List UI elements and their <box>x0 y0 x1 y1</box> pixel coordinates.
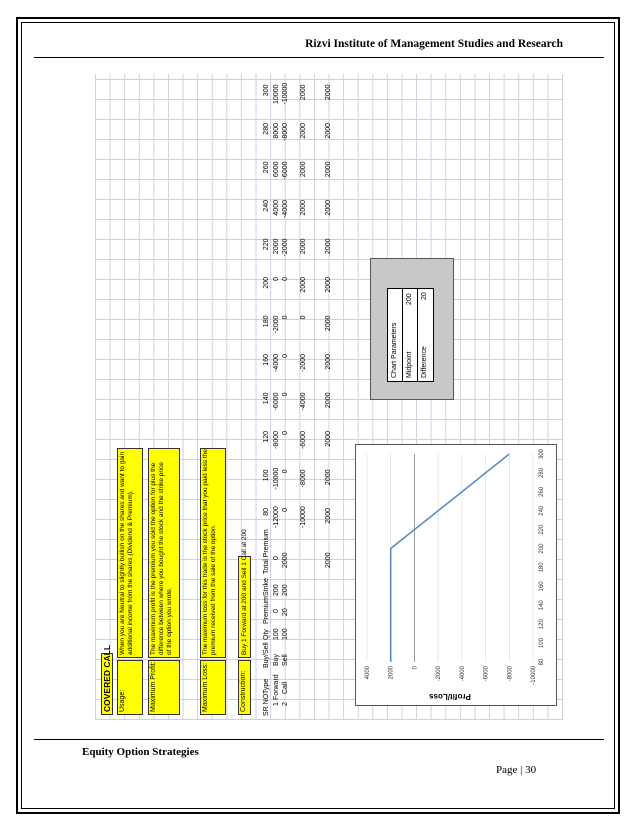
combined-pl-2: -6000 <box>300 431 307 449</box>
combined-pl-9: 2000 <box>300 161 307 178</box>
price-header-2: 120 <box>263 431 270 443</box>
payoff-value-7: 2000 <box>325 238 332 255</box>
combined-pl-1: -8000 <box>300 469 307 488</box>
forward-pl-2: -8000 <box>273 431 280 449</box>
row1-buysell: Buy <box>273 653 280 666</box>
payoff-value-8: 2000 <box>325 200 332 216</box>
payoff-value-0: 2000 <box>325 508 332 524</box>
x-tick-label-11: 300 <box>539 448 545 460</box>
x-tick-label-10: 280 <box>539 467 545 478</box>
payoff-line <box>391 454 510 662</box>
call-pl-1: 0 <box>282 469 289 474</box>
x-tick-label-8: 240 <box>539 505 545 516</box>
call-pl-5: 0 <box>282 315 289 320</box>
call-pl-10: -8000 <box>282 123 289 141</box>
row1-premium: 0 <box>273 609 280 613</box>
price-header-8: 240 <box>263 200 270 212</box>
construction-text: Buy 1 Forward at 200 and Sell 1 Call at 200 <box>241 529 248 655</box>
x-tick-label-1: 100 <box>539 638 545 649</box>
row2-strike: 200 <box>282 584 289 596</box>
price-header-6: 200 <box>263 277 270 289</box>
page-header: Rizvi Institute of Management Studies and Research <box>305 38 563 50</box>
max-loss-label: Maximum Loss: <box>200 660 226 715</box>
payoff-chart <box>355 446 555 706</box>
price-header-10: 280 <box>263 123 270 135</box>
price-header-7: 220 <box>263 238 270 251</box>
hdr-total-premium: Total Premium <box>263 529 270 574</box>
price-header-3: 140 <box>263 392 270 405</box>
x-tick-label-9: 260 <box>539 486 545 497</box>
params-midpoint-value: 200 <box>406 293 413 305</box>
params-midpoint-label: Midpoint <box>406 351 413 378</box>
hdr-srno: SR NO <box>263 693 270 716</box>
payoff-value-4: 2000 <box>325 354 332 370</box>
forward-pl-9: 6000 <box>273 161 280 178</box>
combined-pl-5: 0 <box>300 315 307 320</box>
combined-pl-6: 2000 <box>300 277 307 293</box>
call-pl-11: -10000 <box>282 82 289 105</box>
x-tick-label-5: 180 <box>539 562 545 573</box>
combined-pl-8: 2000 <box>300 200 307 216</box>
payoff-value-9: 2000 <box>325 161 332 178</box>
hdr-qty: Qty <box>263 629 270 640</box>
combined-pl-7: 2000 <box>300 238 307 255</box>
forward-pl-8: 4000 <box>273 200 280 216</box>
combined-pl-4: -2000 <box>300 354 307 372</box>
x-tick-label-2: 120 <box>539 619 545 630</box>
call-pl-4: 0 <box>282 354 289 358</box>
spreadsheet-image <box>95 74 563 720</box>
payoff-value-6: 2000 <box>325 277 332 293</box>
combined-pl-3: -4000 <box>300 392 307 411</box>
forward-pl-7: 2000 <box>273 238 280 255</box>
row2-premium: 20 <box>282 608 289 616</box>
forward-pl-1: -10000 <box>273 467 280 490</box>
header-rule <box>34 57 604 58</box>
params-title: Chart Parameters <box>391 322 398 378</box>
row2-buysell: Sell <box>282 654 289 666</box>
max-loss-text-1: The maximum loss for this trade is the stock price that you paid less the <box>202 449 209 655</box>
row2-srno: 2 <box>282 702 289 706</box>
price-header-1: 100 <box>263 469 270 482</box>
y-tick-label-1: 2000 <box>388 666 395 680</box>
x-tick-label-6: 200 <box>539 543 545 554</box>
y-tick-label-7: -10000 <box>531 666 537 685</box>
y-axis-label: Profit/Loss <box>429 692 471 701</box>
y-tick-label-2: 0 <box>412 666 419 670</box>
price-header-4: 160 <box>263 354 270 366</box>
row2-total: 2000 <box>282 552 289 568</box>
usage-label: Usage: <box>117 660 143 715</box>
payoff-value-1: 2000 <box>325 469 332 486</box>
payoff-value-2: 2000 <box>325 431 332 447</box>
combined-pl-10: 2000 <box>300 123 307 139</box>
spreadsheet <box>95 74 563 720</box>
x-tick-label-3: 140 <box>539 600 545 611</box>
combined-pl-0: -10000 <box>300 506 307 528</box>
footer-title: Equity Option Strategies <box>82 746 199 758</box>
payoff-value-10: 2000 <box>325 123 332 139</box>
y-tick-label-6: -8000 <box>507 666 514 682</box>
construction-label: Construction: <box>238 660 251 715</box>
max-profit-text-3: of the option you wrote. <box>166 587 173 655</box>
forward-pl-0: -12000 <box>273 506 280 528</box>
x-tick-label-0: 80 <box>539 658 545 666</box>
hdr-premium: Premium <box>263 595 270 624</box>
row1-qty: 100 <box>273 628 280 640</box>
row1-strike: 200 <box>273 584 280 596</box>
call-pl-7: -2000 <box>282 238 289 257</box>
price-header-0: 80 <box>263 508 270 516</box>
call-pl-2: 0 <box>282 431 289 435</box>
y-tick-label-4: -4000 <box>459 666 466 682</box>
call-pl-8: -4000 <box>282 200 289 218</box>
forward-pl-5: -2000 <box>273 315 280 334</box>
forward-pl-11: 10000 <box>273 84 280 104</box>
sheet-title: COVERED CALL <box>102 644 112 712</box>
hdr-buysell: Buy/Sell <box>263 642 270 668</box>
combined-pl-11: 2000 <box>300 84 307 101</box>
hdr-strike: Strike <box>263 578 270 596</box>
forward-pl-10: 8000 <box>273 123 280 139</box>
x-tick-label-4: 160 <box>539 581 545 592</box>
max-profit-text-2: difference between where you bought the stock and the strike price <box>158 462 165 655</box>
max-profit-label: Maximum Profit: <box>148 660 180 715</box>
price-header-9: 260 <box>263 161 270 174</box>
usage-text-1: When you are Neutral to slightly bullish on the shares and want to gain <box>119 451 126 655</box>
price-header-5: 180 <box>263 315 270 328</box>
y-tick-label-0: 4000 <box>365 666 371 680</box>
price-header-11: 300 <box>263 84 270 97</box>
max-profit-text-1: The maximum profit is the premium you sold the option for plus the <box>150 462 157 655</box>
hdr-type: Type <box>263 678 270 694</box>
row1-srno: 1 <box>273 702 280 706</box>
payoff-value-3: 2000 <box>325 392 332 409</box>
call-pl-9: -6000 <box>282 161 289 180</box>
x-tick-label-7: 220 <box>539 524 545 535</box>
payoff-value-5: 2000 <box>325 315 332 332</box>
total-premium-sum: 2000 <box>325 552 332 568</box>
row1-total: 0 <box>273 556 280 560</box>
payoff-value-11: 2000 <box>325 84 332 101</box>
params-difference-value: 20 <box>421 292 428 300</box>
usage-text-2: additional income from the shares (Dividend & Premium). <box>127 490 134 655</box>
forward-pl-6: 0 <box>273 277 280 281</box>
row2-type: Call <box>282 681 289 694</box>
params-difference-label: Difference <box>421 346 428 378</box>
call-pl-6: 0 <box>282 277 289 281</box>
max-loss-text-2: premium received from the sale of the option. <box>210 524 217 655</box>
forward-pl-4: -4000 <box>273 354 280 372</box>
row2-qty: 100 <box>282 628 289 640</box>
forward-pl-3: -6000 <box>273 392 280 411</box>
y-tick-label-5: -6000 <box>483 666 490 682</box>
call-pl-3: 0 <box>282 392 289 397</box>
row1-type: Forward <box>273 674 280 700</box>
page-number: Page | 30 <box>496 764 537 776</box>
y-tick-label-3: -2000 <box>436 666 443 682</box>
call-pl-0: 0 <box>282 508 289 512</box>
footer-rule <box>34 739 604 740</box>
